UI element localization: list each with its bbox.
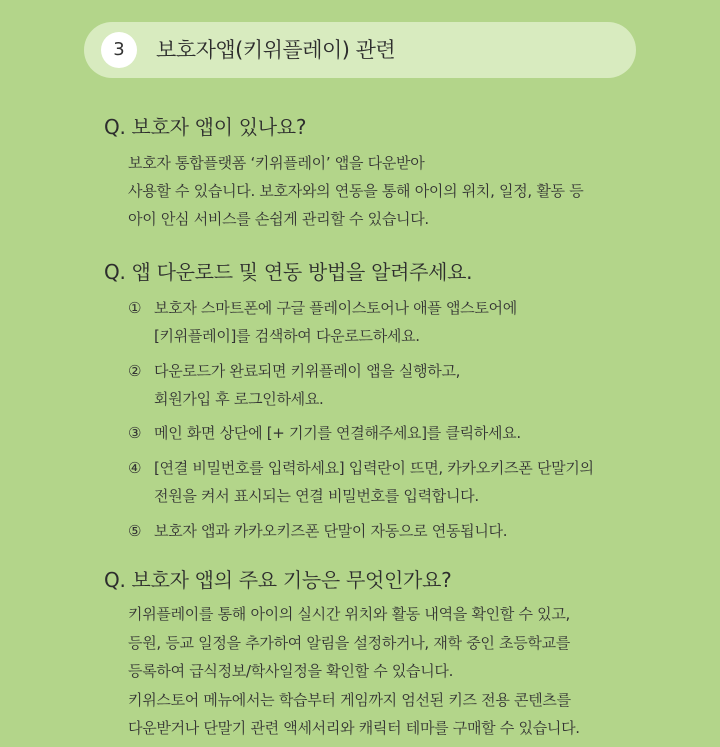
answer-1-line-1: 보호자 통합플랫폼 ‘키위플레이’ 앱을 다운받아 — [128, 154, 425, 172]
step-5-number: ⑤ — [128, 522, 142, 540]
step-1-number: ① — [128, 299, 142, 317]
answer-3-line-4: 키위스토어 메뉴에서는 학습부터 게임까지 엄선된 키즈 전용 콘텐츠를 — [128, 691, 571, 709]
section-number: 3 — [101, 32, 137, 68]
step-3-line-1: 메인 화면 상단에 [+ 기기를 연결해주세요]를 클릭하세요. — [154, 424, 521, 442]
answer-3-line-3: 등록하여 급식정보/학사일정을 확인할 수 있습니다. — [128, 662, 454, 680]
step-2-number: ② — [128, 362, 142, 380]
answer-3-line-5: 다운받거나 단말기 관련 액세서리와 캐릭터 테마를 구매할 수 있습니다. — [128, 719, 580, 737]
question-3: Q. 보호자 앱의 주요 기능은 무엇인가요? — [104, 568, 452, 592]
section-header — [84, 22, 636, 78]
section-title: 보호자앱(키위플레이) 관련 — [156, 38, 396, 62]
step-2-line-2: 회원가입 후 로그인하세요. — [154, 390, 324, 408]
answer-1-line-2: 사용할 수 있습니다. 보호자와의 연동을 통해 아이의 위치, 일정, 활동 등 — [128, 182, 584, 200]
answer-3-line-1: 키위플레이를 통해 아이의 실시간 위치와 활동 내역을 확인할 수 있고, — [128, 605, 571, 623]
step-2-line-1: 다운로드가 완료되면 키위플레이 앱을 실행하고, — [154, 362, 461, 380]
step-5-line-1: 보호자 앱과 카카오키즈폰 단말이 자동으로 연동됩니다. — [154, 522, 508, 540]
answer-3-line-2: 등원, 등교 일정을 추가하여 알림을 설정하거나, 재학 중인 초등학교를 — [128, 634, 571, 652]
step-1-line-2: [키위플레이]를 검색하여 다운로드하세요. — [154, 327, 420, 345]
step-1-line-1: 보호자 스마트폰에 구글 플레이스토어나 애플 앱스토어에 — [154, 299, 517, 317]
step-4-line-1: [연결 비밀번호를 입력하세요] 입력란이 뜨면, 카카오키즈폰 단말기의 — [154, 459, 594, 477]
step-4-number: ④ — [128, 459, 142, 477]
step-3-number: ③ — [128, 424, 142, 442]
question-1: Q. 보호자 앱이 있나요? — [104, 115, 307, 139]
question-2: Q. 앱 다운로드 및 연동 방법을 알려주세요. — [104, 260, 473, 284]
answer-1-line-3: 아이 안심 서비스를 손쉽게 관리할 수 있습니다. — [128, 210, 429, 228]
step-4-line-2: 전원을 켜서 표시되는 연결 비밀번호를 입력합니다. — [154, 487, 479, 505]
